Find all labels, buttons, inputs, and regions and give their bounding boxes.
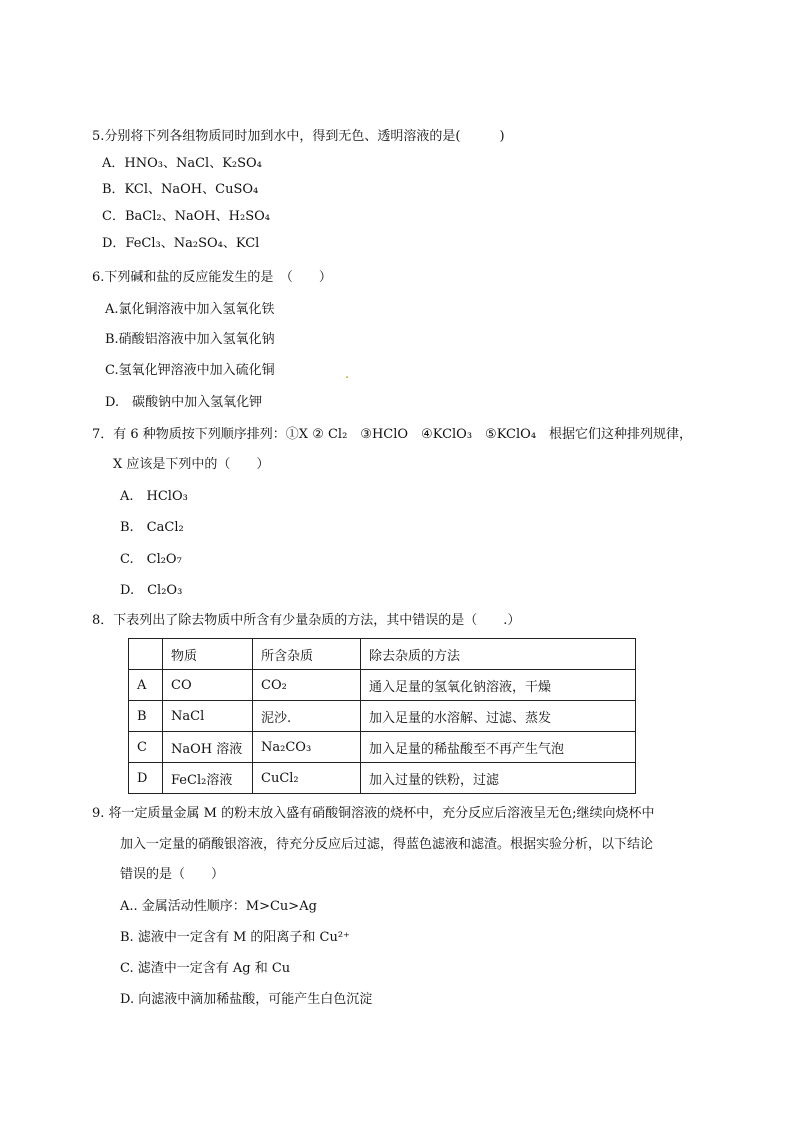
table-cell: NaCl xyxy=(163,701,253,732)
table-header-cell: 除去杂质的方法 xyxy=(361,639,636,670)
table-row xyxy=(129,701,636,732)
question-9-stem-line2: 加入一定量的硝酸银溶液，待充分反应后过滤，得蓝色滤液和滤渣。根据实验分析，以下结论 xyxy=(120,837,654,852)
table-cell: 泥沙. xyxy=(253,701,361,732)
table-row xyxy=(129,763,636,794)
table-header-cell: 所含杂质 xyxy=(253,639,361,670)
stray-mark: . xyxy=(345,367,350,382)
question-6-option-b: B.硝酸铝溶液中加入氢氧化钠 xyxy=(105,332,275,347)
question-7-stem-line2: X 应该是下列中的（ ） xyxy=(113,457,270,472)
table-cell: CuCl₂ xyxy=(253,763,361,794)
question-9-stem-line3: 错误的是（ ） xyxy=(120,867,225,882)
question-7-option-b: B. CaCl₂ xyxy=(120,520,184,535)
question-6-option-d: D. 碳酸钠中加入氢氧化钾 xyxy=(105,395,263,410)
table-cell: 加入过量的铁粉，过滤 xyxy=(361,763,636,794)
question-7-option-a: A. HClO₃ xyxy=(120,489,188,504)
table-cell: A xyxy=(129,670,163,701)
impurity-removal-table xyxy=(128,638,636,794)
table-cell: D xyxy=(129,763,163,794)
question-9-option-a: A.. 金属活动性顺序：M>Cu>Ag xyxy=(120,899,317,914)
table-cell: CO₂ xyxy=(253,670,361,701)
question-9-stem: 9. 将一定质量金属 M 的粉末放入盛有硝酸铜溶液的烧杯中，充分反应后溶液呈无色;继续向烧杯中 xyxy=(92,806,655,821)
question-5-option-c: C．BaCl₂、NaOH、H₂SO₄ xyxy=(102,209,271,224)
table-header-cell: 物质 xyxy=(163,639,253,670)
question-9-option-b: B. 滤液中一定含有 M 的阳离子和 Cu²⁺ xyxy=(120,930,350,945)
question-7-option-c: C. Cl₂O₇ xyxy=(120,552,182,567)
table-cell: NaOH 溶液 xyxy=(163,732,253,763)
question-7-option-d: D. Cl₂O₃ xyxy=(120,583,183,598)
table-cell: CO xyxy=(163,670,253,701)
question-9-option-d: D. 向滤液中滴加稀盐酸，可能产生白色沉淀 xyxy=(120,992,373,1007)
table-row xyxy=(129,670,636,701)
table-cell: C xyxy=(129,732,163,763)
question-8-stem: 8．下表列出了除去物质中所含有少量杂质的方法，其中错误的是（ .） xyxy=(92,613,521,628)
question-5-option-d: D．FeCl₃、Na₂SO₄、KCl xyxy=(102,236,260,251)
table-row xyxy=(129,732,636,763)
table-cell: 通入足量的氢氧化钠溶液，干燥 xyxy=(361,670,636,701)
table-cell: FeCl₂溶液 xyxy=(163,763,253,794)
table-cell: B xyxy=(129,701,163,732)
table-cell: Na₂CO₃ xyxy=(253,732,361,763)
question-5-option-a: A．HNO₃、NaCl、K₂SO₄ xyxy=(102,156,262,171)
question-9-option-c: C. 滤渣中一定含有 Ag 和 Cu xyxy=(120,961,291,976)
question-5-stem: 5.分别将下列各组物质同时加到水中，得到无色、透明溶液的是( ) xyxy=(92,129,505,144)
question-5-option-b: B．KCl、NaOH、CuSO₄ xyxy=(102,182,259,197)
question-7-stem: 7．有 6 种物质按下列顺序排列：①X ② Cl₂ ③HClO ④KClO₃ ⑤KClO₄ 根据它们这种排列规律， xyxy=(92,427,693,442)
table-header-row xyxy=(129,639,636,670)
question-6-option-c: C.氢氧化钾溶液中加入硫化铜 xyxy=(105,363,275,378)
table-cell: 加入足量的稀盐酸至不再产生气泡 xyxy=(361,732,636,763)
table-header-cell xyxy=(129,639,163,670)
question-6-option-a: A.氯化铜溶液中加入氢氧化铁 xyxy=(105,302,275,317)
question-6-stem: 6.下列碱和盐的反应能发生的是 （ ） xyxy=(92,270,332,285)
table-cell: 加入足量的水溶解、过滤、蒸发 xyxy=(361,701,636,732)
